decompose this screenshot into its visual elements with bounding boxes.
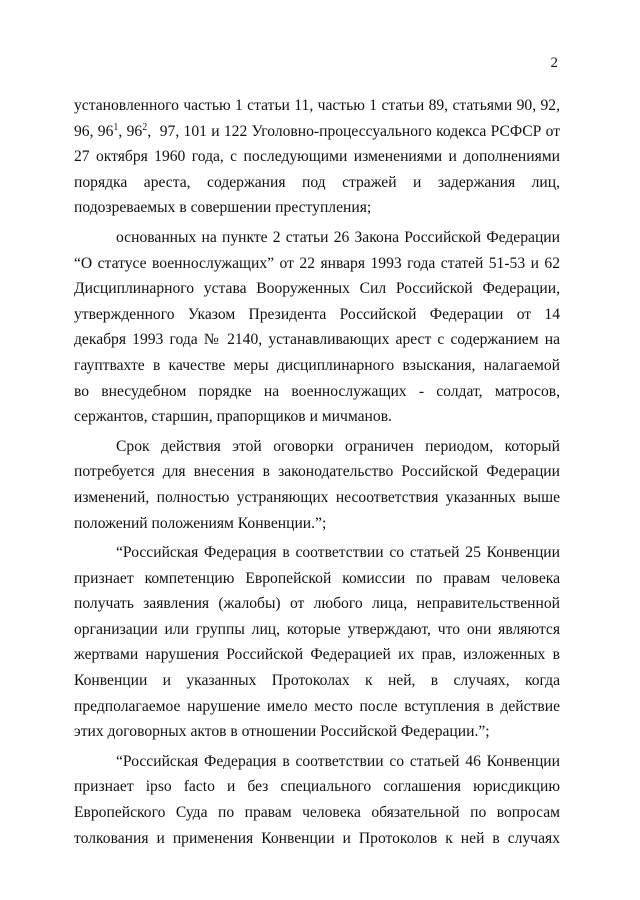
text-line: 27 октября 1960 года, с последующими изменениями и дополнениями — [74, 148, 560, 166]
text-line: признает компетенцию Европейской комиссии по правам человека — [74, 569, 560, 587]
text-line: получать заявления (жалобы) от любого лица, неправительственной — [74, 595, 560, 613]
text-line: “Российская Федерация в соответствии со статьей 46 Конвенции — [116, 752, 560, 770]
text-line: положений положениям Конвенции.”; — [74, 514, 327, 532]
text-line: установленного частью 1 статьи 11, частью 1 статьи 89, статьями 90, 92, — [74, 97, 560, 114]
text-line: декабря 1993 года № 2140, устанавливающих арест с содержанием на — [74, 331, 560, 349]
text-line: 96, $96^1$, $96^2$, 97, 101 и 122 Уголовно-процессуального кодекса РСФСР от — [74, 121, 561, 140]
text-line: потребуется для внесения в законодательство Российской Федерации — [74, 463, 560, 481]
text-line: “О статусе военнослужащих” от 22 января 1993 года статей 51-53 и 62 — [74, 254, 560, 272]
paragraph-2 — [74, 225, 560, 430]
text-line: этих договорных актов в отношении Российской Федерации.”; — [74, 723, 490, 741]
text-line: изменений, полностью устраняющих несоответствия указанных выше — [74, 488, 560, 506]
text-line: признает ipso facto и без специального соглашения юрисдикцию — [74, 778, 560, 796]
paragraph-1 — [74, 93, 560, 221]
paragraph-3 — [74, 434, 560, 536]
text-line: предполагаемое нарушение имело место после вступления в действие — [74, 697, 560, 715]
text-line: подозреваемых в совершении преступления; — [74, 199, 372, 217]
text-line: гауптвахте в качестве меры дисциплинарного взыскания, налагаемой — [74, 356, 560, 374]
paragraph-5 — [74, 749, 560, 851]
text-line: Срок действия этой оговорки ограничен периодом, который — [116, 437, 560, 455]
text-line: жертвами нарушения Российской Федерацией их прав, изложенных в — [74, 646, 560, 664]
text-line: организации или группы лиц, которые утверждают, что они являются — [74, 620, 560, 638]
paragraph-4 — [74, 540, 560, 745]
text-line: Конвенции и указанных Протоколах к ней, в случаях, когда — [74, 672, 560, 690]
text-line: толкования и применения Конвенции и Протоколов к ней в случаях — [74, 829, 560, 847]
text-line: порядка ареста, содержания под стражей и задержания лиц, — [74, 173, 560, 191]
page-number: 2 — [550, 55, 558, 71]
text-line: во внесудебном порядке на военнослужащих - солдат, матросов, — [74, 382, 560, 400]
text-line: Европейского Суда по правам человека обязательной по вопросам — [74, 804, 560, 822]
text-line: Дисциплинарного устава Вооруженных Сил Российской Федерации, — [74, 280, 560, 298]
text-line: утвержденного Указом Президента Российской Федерации от 14 — [74, 305, 560, 323]
text-line: “Российская Федерация в соответствии со статьей 25 Конвенции — [116, 544, 560, 562]
text-line: основанных на пункте 2 статьи 26 Закона Российской Федерации — [116, 228, 560, 246]
text-line: сержантов, старшин, прапорщиков и мичманов. — [74, 408, 392, 426]
document-body — [74, 93, 560, 851]
